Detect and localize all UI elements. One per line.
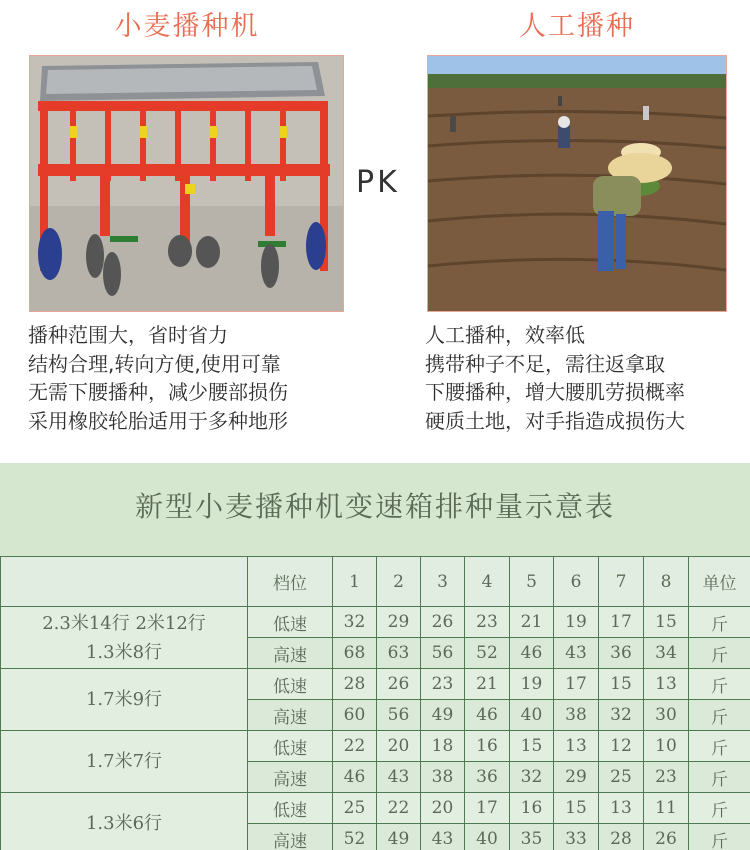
rate-value-cell: 11 [644,793,689,824]
rate-value-cell: 13 [644,669,689,700]
rate-value-cell: 33 [554,824,599,850]
rate-value-cell: 52 [465,638,510,669]
rate-value-cell: 13 [554,731,599,762]
list-item: 携带种子不足，需往返拿取 [425,351,665,376]
list-item: 采用橡胶轮胎适用于多种地形 [28,408,288,433]
rate-value-cell: 16 [510,793,554,824]
machine-seeding-heading: 小麦播种机 [114,11,260,42]
speed-label: 高速 [248,762,333,793]
rate-value-cell: 63 [377,638,421,669]
model-spec-label: 1.7米7行 [85,751,163,772]
rate-value-cell: 38 [554,700,599,731]
rate-value-cell: 43 [421,824,465,850]
rate-value-cell: 28 [599,824,644,850]
rate-value-cell: 26 [377,669,421,700]
rate-value-cell: 26 [644,824,689,850]
unit-cell: 斤 [689,700,750,731]
header-gear-number: 1 [333,557,377,607]
rate-value-cell: 32 [333,607,377,638]
manual-seeding-heading: 人工播种 [519,11,635,42]
speed-label: 低速 [248,731,333,762]
rate-value-cell: 23 [644,762,689,793]
rate-value-cell: 18 [421,731,465,762]
speed-label: 高速 [248,700,333,731]
seeding-rate-section [0,463,750,850]
header-unit: 单位 [689,557,750,607]
rate-value-cell: 38 [421,762,465,793]
header-gear-number: 7 [599,557,644,607]
unit-cell: 斤 [689,793,750,824]
rate-value-cell: 20 [377,731,421,762]
rate-value-cell: 15 [510,731,554,762]
rate-value-cell: 49 [421,700,465,731]
header-gear-number: 3 [421,557,465,607]
unit-cell: 斤 [689,669,750,700]
manual-seeding-photo [427,55,727,312]
rate-value-cell: 32 [599,700,644,731]
header-gear-number: 2 [377,557,421,607]
model-spec-label: 1.7米9行 [85,689,163,710]
list-item: 结构合理,转向方便,使用可靠 [28,351,281,376]
machine-advantages-list [28,321,338,435]
rate-value-cell: 12 [599,731,644,762]
rate-value-cell: 10 [644,731,689,762]
rate-value-cell: 56 [377,700,421,731]
rate-value-cell: 29 [377,607,421,638]
rate-value-cell: 17 [599,607,644,638]
model-spec-label: 1.3米6行 [85,813,163,834]
rate-value-cell: 16 [465,731,510,762]
table-title: 新型小麦播种机变速箱排种量示意表 [134,490,615,523]
speed-label: 低速 [248,793,333,824]
header-corner [1,557,248,607]
speed-label: 低速 [248,607,333,638]
unit-cell: 斤 [689,638,750,669]
rate-value-cell: 36 [599,638,644,669]
rate-value-cell: 17 [465,793,510,824]
speed-label: 低速 [248,669,333,700]
list-item: 硬质土地，对手指造成损伤大 [425,408,685,433]
table-header-row [1,557,750,607]
rate-value-cell: 30 [644,700,689,731]
rate-value-cell: 17 [554,669,599,700]
rate-value-cell: 43 [377,762,421,793]
header-gear-number: 8 [644,557,689,607]
rate-value-cell: 23 [421,669,465,700]
seeding-rate-table [0,556,750,850]
list-item: 人工播种，效率低 [425,323,585,347]
header-gear: 档位 [248,557,333,607]
unit-cell: 斤 [689,731,750,762]
unit-cell: 斤 [689,607,750,638]
rate-value-cell: 15 [599,669,644,700]
rate-value-cell: 25 [599,762,644,793]
rate-value-cell: 32 [510,762,554,793]
rate-value-cell: 25 [333,793,377,824]
rate-value-cell: 36 [465,762,510,793]
model-spec-cell [1,731,248,793]
table-row [1,731,750,762]
rate-value-cell: 15 [644,607,689,638]
rate-value-cell: 46 [465,700,510,731]
rate-value-cell: 13 [599,793,644,824]
model-spec-cell [1,793,248,850]
rate-value-cell: 46 [510,638,554,669]
rate-value-cell: 26 [421,607,465,638]
manual-drawbacks-list [425,321,745,435]
rate-value-cell: 46 [333,762,377,793]
speed-label: 高速 [248,638,333,669]
rate-value-cell: 56 [421,638,465,669]
rate-value-cell: 40 [465,824,510,850]
rate-value-cell: 21 [510,607,554,638]
list-item: 播种范围大，省时省力 [28,323,228,347]
list-item: 下腰播种，增大腰肌劳损概率 [425,380,685,404]
rate-value-cell: 35 [510,824,554,850]
rate-value-cell: 52 [333,824,377,850]
rate-value-cell: 19 [554,607,599,638]
model-spec-cell [1,669,248,731]
rate-value-cell: 68 [333,638,377,669]
rate-value-cell: 20 [421,793,465,824]
header-gear-number: 4 [465,557,510,607]
rate-value-cell: 40 [510,700,554,731]
rate-value-cell: 29 [554,762,599,793]
model-spec-cell [1,607,248,669]
rate-value-cell: 28 [333,669,377,700]
rate-value-cell: 49 [377,824,421,850]
unit-cell: 斤 [689,824,750,850]
header-gear-number: 5 [510,557,554,607]
versus-label: PK [356,165,400,200]
rate-value-cell: 22 [377,793,421,824]
model-spec-label: 1.3米8行 [85,641,163,663]
table-row [1,793,750,824]
speed-label: 高速 [248,824,333,850]
rate-value-cell: 60 [333,700,377,731]
rate-value-cell: 34 [644,638,689,669]
rate-value-cell: 43 [554,638,599,669]
model-spec-label: 2.3米14行 2米12行 [42,612,206,634]
rate-value-cell: 23 [465,607,510,638]
unit-cell: 斤 [689,762,750,793]
list-item: 无需下腰播种，减少腰部损伤 [28,380,288,404]
rate-value-cell: 22 [333,731,377,762]
header-gear-number: 6 [554,557,599,607]
seeder-machine-photo [29,55,344,312]
rate-value-cell: 21 [465,669,510,700]
table-row [1,669,750,700]
table-row [1,607,750,638]
rate-value-cell: 15 [554,793,599,824]
rate-value-cell: 19 [510,669,554,700]
